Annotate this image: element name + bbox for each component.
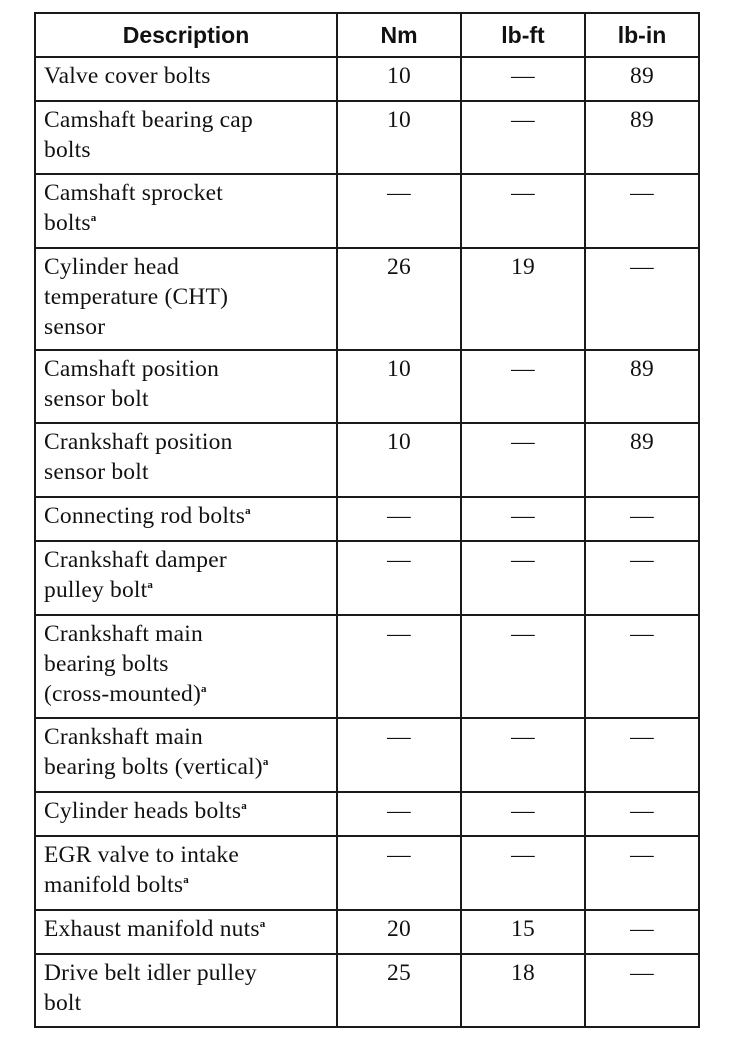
description-text: Crankshaft position	[44, 429, 233, 455]
table-row	[35, 792, 699, 836]
description-cell	[35, 497, 337, 541]
table-row	[35, 910, 699, 954]
header-description: Description	[35, 13, 337, 57]
description-line	[44, 354, 332, 384]
lb-in-cell: 89	[585, 350, 699, 423]
lb-ft-cell: —	[461, 836, 585, 910]
description-line	[44, 679, 332, 709]
description-line	[44, 870, 332, 900]
lb-in-cell: —	[585, 836, 699, 910]
description-line	[44, 427, 332, 457]
table-row	[35, 248, 699, 350]
description-line	[44, 958, 332, 988]
nm-cell: —	[337, 718, 461, 792]
lb-ft-cell: —	[461, 57, 585, 101]
footnote-marker: a	[183, 874, 189, 886]
description-cell	[35, 541, 337, 615]
footnote-marker: a	[201, 683, 207, 695]
lb-in-cell: —	[585, 910, 699, 954]
description-cell	[35, 792, 337, 836]
lb-ft-cell: 15	[461, 910, 585, 954]
description-text: Connecting rod bolts	[44, 503, 246, 529]
table-body	[35, 57, 699, 1027]
description-line	[44, 752, 332, 782]
description-line	[44, 501, 332, 531]
description-cell	[35, 57, 337, 101]
nm-cell: 25	[337, 954, 461, 1027]
nm-cell: —	[337, 497, 461, 541]
table-row	[35, 615, 699, 718]
description-cell	[35, 910, 337, 954]
description-text: Crankshaft main	[44, 621, 203, 647]
description-text: Valve cover bolts	[44, 63, 211, 89]
description-line	[44, 649, 332, 679]
description-line	[44, 105, 332, 135]
description-text: Crankshaft damper	[44, 547, 227, 573]
description-cell	[35, 954, 337, 1027]
description-cell	[35, 101, 337, 174]
description-cell	[35, 615, 337, 718]
header-nm: Nm	[337, 13, 461, 57]
description-line	[44, 384, 332, 414]
lb-ft-cell: —	[461, 423, 585, 497]
nm-cell: 10	[337, 350, 461, 423]
nm-cell: 10	[337, 101, 461, 174]
footnote-marker: a	[90, 212, 97, 224]
lb-in-cell: —	[585, 248, 699, 350]
lb-ft-cell: 19	[461, 248, 585, 350]
description-line	[44, 722, 332, 752]
description-text: manifold bolts	[44, 872, 184, 898]
nm-cell: —	[337, 615, 461, 718]
description-line	[44, 619, 332, 649]
lb-in-cell: —	[585, 792, 699, 836]
table-row	[35, 101, 699, 174]
lb-in-cell: 89	[585, 423, 699, 497]
lb-ft-cell: —	[461, 541, 585, 615]
lb-ft-cell: —	[461, 101, 585, 174]
lb-ft-cell: 18	[461, 954, 585, 1027]
table-row	[35, 836, 699, 910]
table-row	[35, 57, 699, 101]
description-line	[44, 840, 332, 870]
description-text: EGR valve to intake	[44, 842, 240, 868]
nm-cell: —	[337, 792, 461, 836]
description-text: sensor bolt	[44, 459, 149, 485]
lb-in-cell: —	[585, 718, 699, 792]
footnote-marker: a	[241, 800, 247, 812]
description-text: Camshaft bearing cap	[44, 107, 253, 133]
header-lb-in: lb-in	[585, 13, 699, 57]
description-cell	[35, 350, 337, 423]
description-text: bearing bolts	[44, 651, 169, 677]
description-text: bolts	[44, 210, 91, 236]
table-row	[35, 350, 699, 423]
lb-ft-cell: —	[461, 497, 585, 541]
description-cell	[35, 423, 337, 497]
table-row	[35, 718, 699, 792]
description-line	[44, 575, 332, 605]
description-line	[44, 545, 332, 575]
nm-cell: —	[337, 836, 461, 910]
description-line	[44, 914, 332, 944]
torque-spec-table	[34, 12, 700, 1028]
description-cell	[35, 718, 337, 792]
description-line	[44, 61, 332, 91]
nm-cell: 10	[337, 423, 461, 497]
description-cell	[35, 174, 337, 248]
description-line	[44, 135, 332, 165]
description-text: sensor bolt	[44, 386, 149, 412]
description-line	[44, 988, 332, 1018]
description-cell	[35, 836, 337, 910]
description-text: Exhaust manifold nuts	[44, 916, 260, 942]
description-line	[44, 282, 332, 312]
description-text: sensor	[44, 314, 106, 340]
table-row	[35, 497, 699, 541]
table-row	[35, 423, 699, 497]
description-text: Crankshaft main	[44, 724, 203, 750]
table-row	[35, 174, 699, 248]
description-text: Cylinder head	[44, 254, 180, 280]
description-line	[44, 796, 332, 826]
header-lb-ft: lb-ft	[461, 13, 585, 57]
footnote-marker: a	[245, 505, 251, 517]
description-line	[44, 457, 332, 487]
lb-in-cell: 89	[585, 57, 699, 101]
lb-in-cell: —	[585, 541, 699, 615]
footnote-marker: a	[259, 918, 266, 930]
nm-cell: —	[337, 174, 461, 248]
lb-ft-cell: —	[461, 350, 585, 423]
description-text: pulley bolt	[44, 577, 148, 603]
nm-cell: 26	[337, 248, 461, 350]
description-text: temperature (CHT)	[44, 284, 229, 310]
footnote-marker: a	[262, 756, 269, 768]
header-row	[35, 13, 699, 57]
lb-in-cell: 89	[585, 101, 699, 174]
nm-cell: —	[337, 541, 461, 615]
lb-ft-cell: —	[461, 615, 585, 718]
table-row	[35, 541, 699, 615]
nm-cell: 20	[337, 910, 461, 954]
lb-in-cell: —	[585, 954, 699, 1027]
description-line	[44, 312, 332, 342]
lb-ft-cell: —	[461, 174, 585, 248]
description-cell	[35, 248, 337, 350]
description-text: Camshaft sprocket	[44, 180, 223, 206]
lb-in-cell: —	[585, 174, 699, 248]
nm-cell: 10	[337, 57, 461, 101]
description-line	[44, 208, 332, 238]
description-text: bearing bolts (vertical)	[44, 754, 263, 780]
lb-ft-cell: —	[461, 792, 585, 836]
description-text: Cylinder heads bolts	[44, 798, 242, 824]
description-text: bolt	[44, 990, 82, 1016]
description-line	[44, 178, 332, 208]
lb-ft-cell: —	[461, 718, 585, 792]
description-text: Drive belt idler pulley	[44, 960, 257, 986]
description-line	[44, 252, 332, 282]
description-text: bolts	[44, 137, 91, 163]
lb-in-cell: —	[585, 497, 699, 541]
description-text: (cross-mounted)	[44, 681, 202, 707]
table-row	[35, 954, 699, 1027]
lb-in-cell: —	[585, 615, 699, 718]
footnote-marker: a	[147, 579, 154, 591]
description-text: Camshaft position	[44, 356, 220, 382]
